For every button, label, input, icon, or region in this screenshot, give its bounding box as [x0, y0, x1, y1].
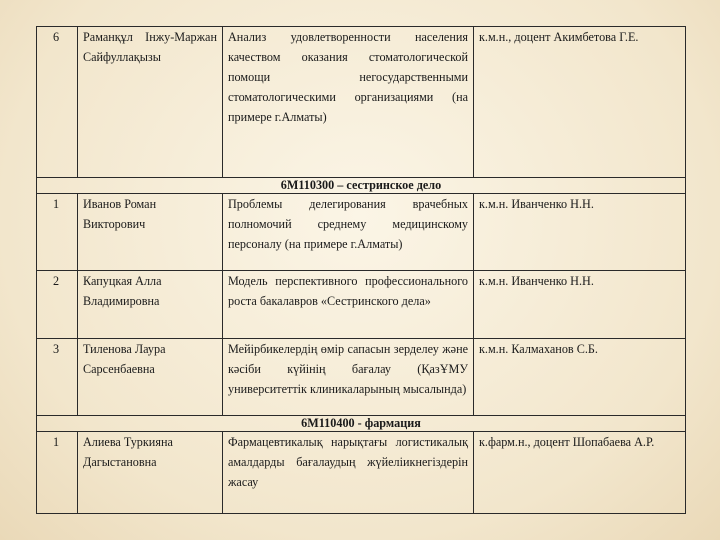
thesis-topic: Модель перспективного профессионального роста бакалавров «Сестринского дела»: [223, 271, 474, 339]
supervisor: к.м.н. Иванченко Н.Н.: [474, 194, 686, 271]
section-header-row: [37, 416, 686, 432]
table-row: [37, 432, 686, 514]
student-name: Иванов Роман Викторович: [78, 194, 223, 271]
section-title-pharmacy: 6М110400 - фармация: [37, 416, 686, 432]
supervisor: к.м.н. Иванченко Н.Н.: [474, 271, 686, 339]
supervisor: к.м.н. Калмаханов С.Б.: [474, 339, 686, 416]
row-number: 6: [37, 27, 78, 178]
student-name: Раманқұл Інжу-Маржан Сайфуллақызы: [78, 27, 223, 178]
table-row: [37, 339, 686, 416]
student-name: Капуцкая Алла Владимировна: [78, 271, 223, 339]
thesis-topic: Мейірбикелердің өмір сапасын зерделеу және кәсіби күйінің бағалау (ҚазҰМУ университеттік клиникаларының мысалында): [223, 339, 474, 416]
row-number: 1: [37, 194, 78, 271]
section-title-nursing: 6М110300 – сестринское дело: [37, 178, 686, 194]
table-row: [37, 27, 686, 178]
student-name: Тиленова Лаура Сарсенбаевна: [78, 339, 223, 416]
thesis-topics-table: [36, 26, 686, 514]
supervisor: к.м.н., доцент Акимбетова Г.Е.: [474, 27, 686, 178]
section-header-row: [37, 178, 686, 194]
table-row: [37, 271, 686, 339]
table-row: [37, 194, 686, 271]
supervisor: к.фарм.н., доцент Шопабаева А.Р.: [474, 432, 686, 514]
row-number: 2: [37, 271, 78, 339]
thesis-topic: Проблемы делегирования врачебных полномочий среднему медицинскому персоналу (на примере г.Алматы): [223, 194, 474, 271]
thesis-table-container: [36, 26, 685, 514]
row-number: 3: [37, 339, 78, 416]
student-name: Алиева Туркияна Дагыстановна: [78, 432, 223, 514]
thesis-topic: Анализ удовлетворенности населения качеством оказания стоматологической помощи негосударственными стоматологическими организациями (на примере г.Алматы): [223, 27, 474, 178]
thesis-topic: Фармацевтикалық нарықтағы логистикалық амалдарды бағалаудың жүйеліикнегіздерін жасау: [223, 432, 474, 514]
row-number: 1: [37, 432, 78, 514]
